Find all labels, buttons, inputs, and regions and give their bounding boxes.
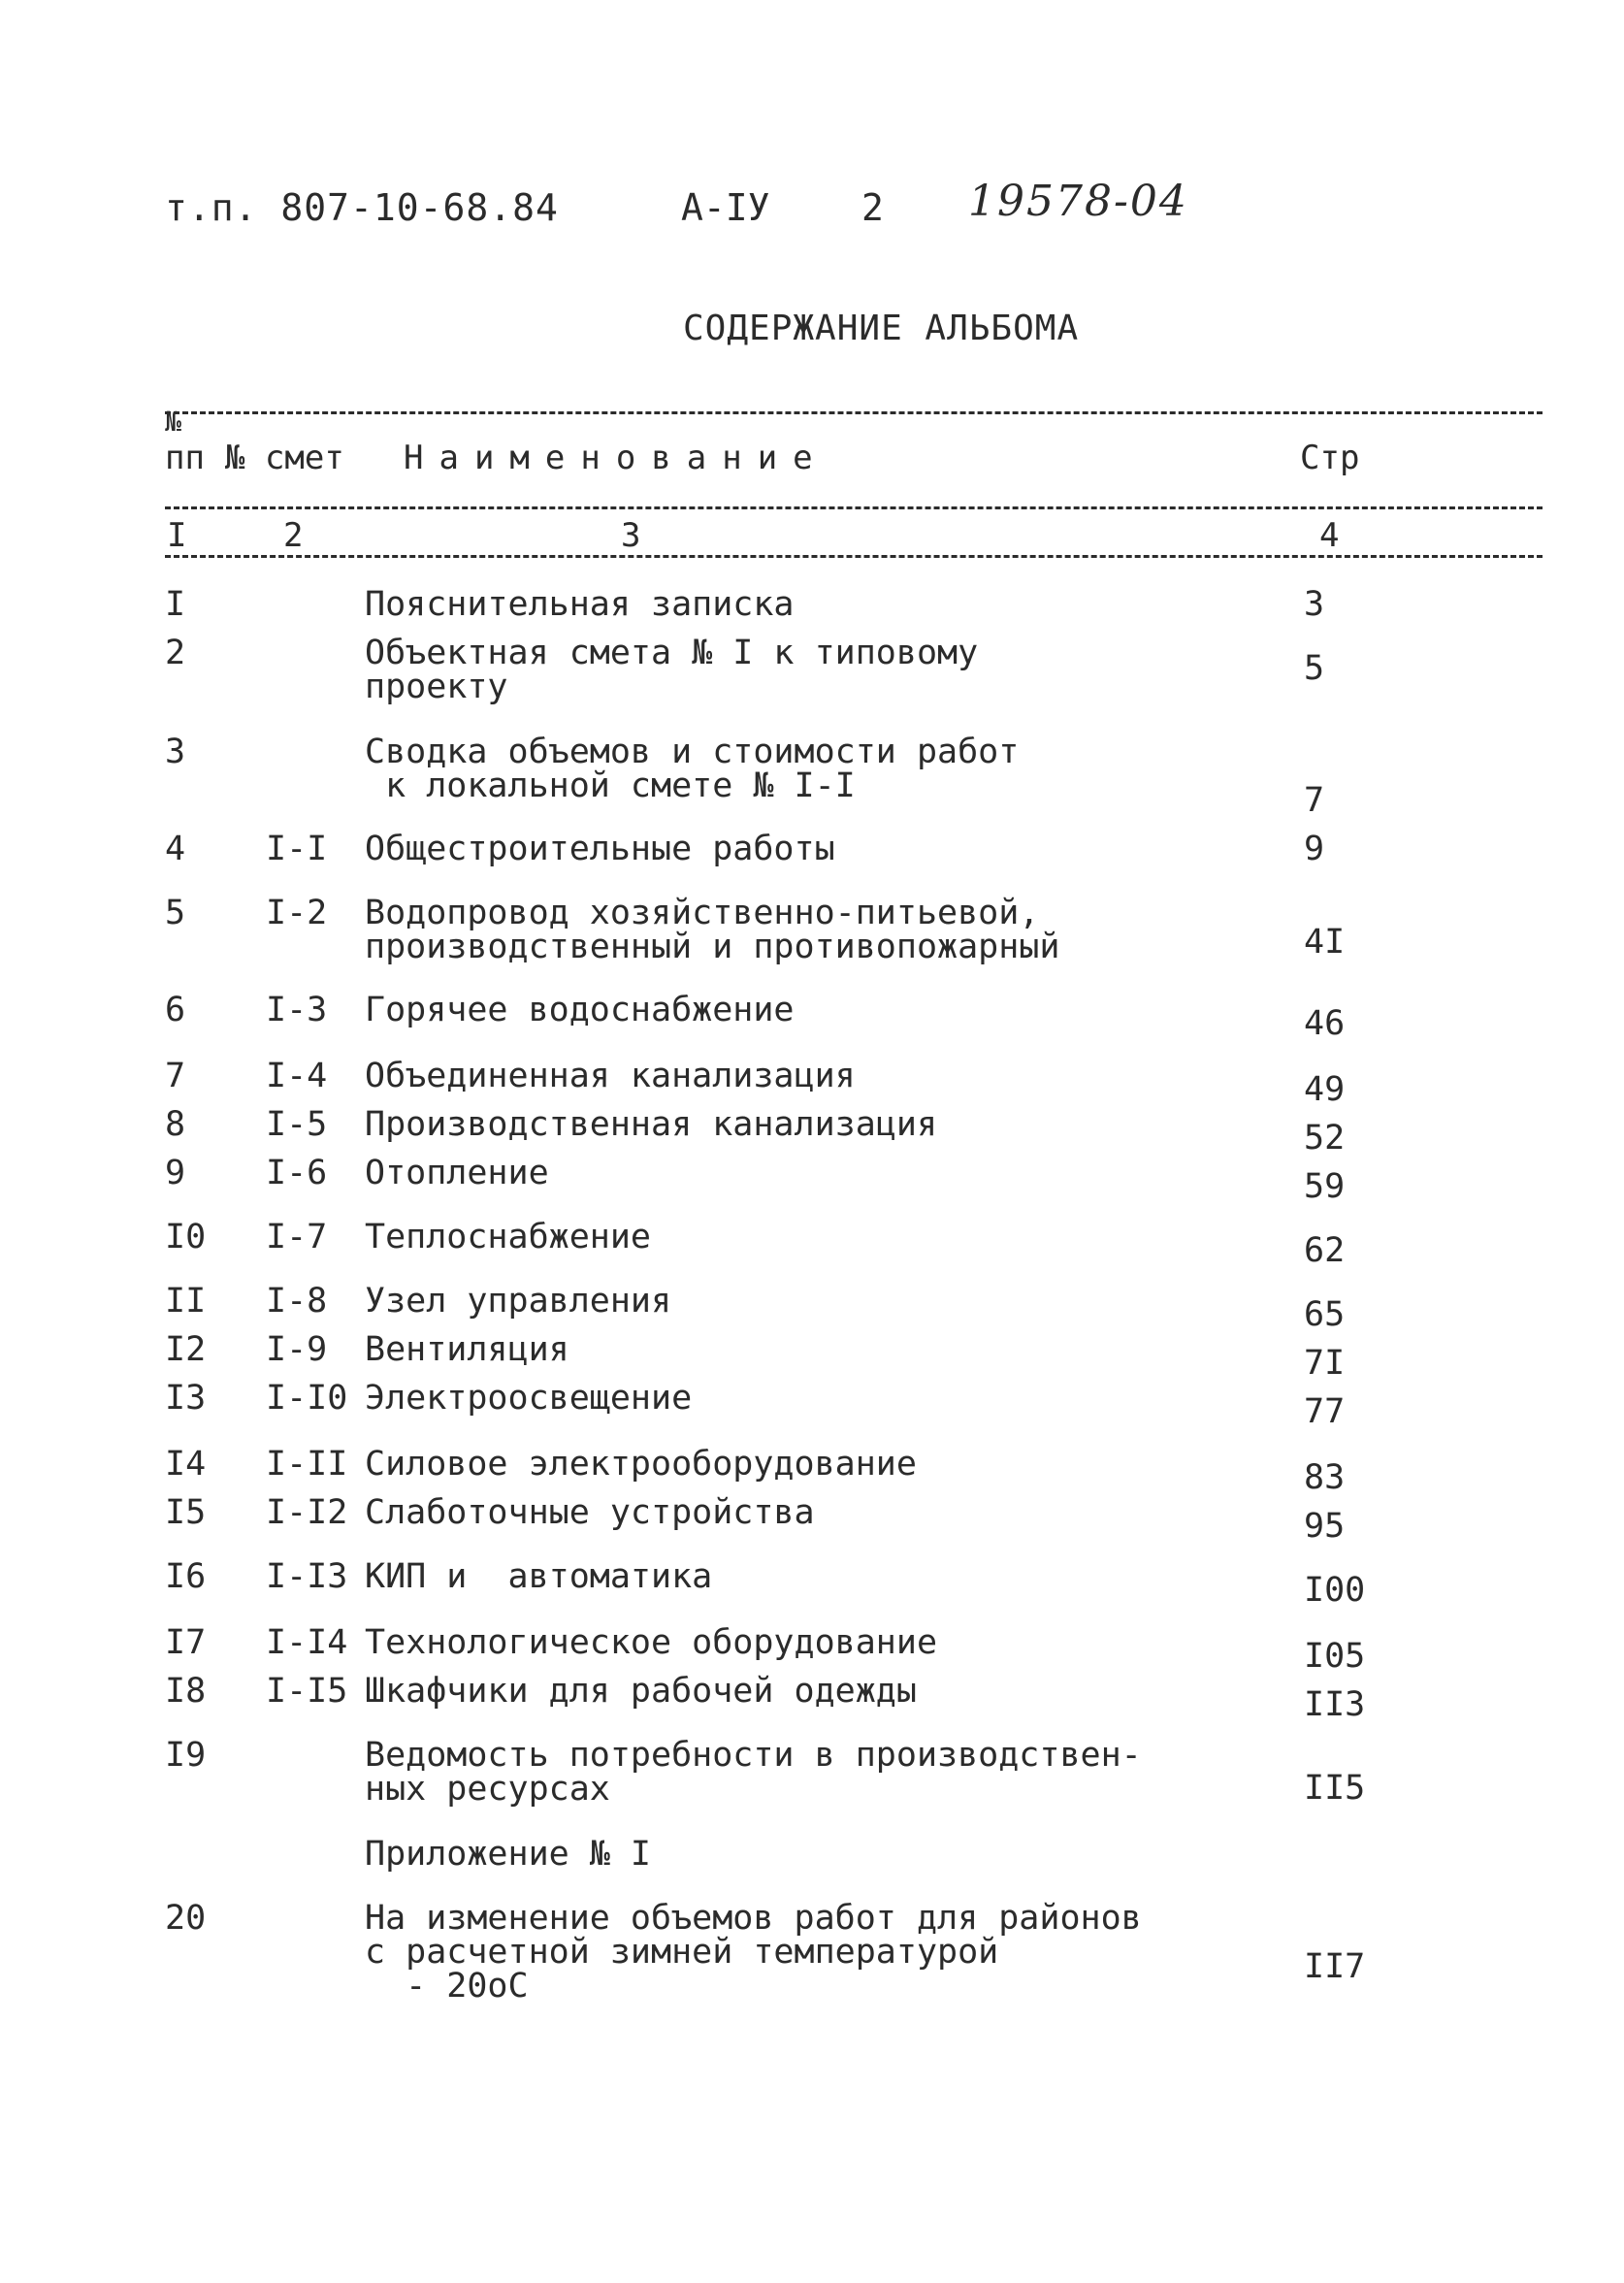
- col-name: Наименование: [404, 439, 828, 477]
- row-page: 83: [1304, 1458, 1346, 1497]
- row-number: 4: [165, 830, 186, 868]
- row-number: 2: [165, 634, 186, 672]
- row-name: Общестроительные работы: [365, 830, 835, 868]
- row-estimate: I-I4: [266, 1623, 348, 1662]
- row-page: 46: [1304, 1004, 1346, 1043]
- page-number: 2: [861, 186, 884, 229]
- row-page: II3: [1304, 1685, 1366, 1724]
- row-estimate: I-I: [266, 830, 328, 868]
- row-number: 8: [165, 1105, 186, 1144]
- album-sheet: А-IУ: [681, 186, 770, 229]
- row-number: II: [165, 1282, 207, 1321]
- row-page: 77: [1304, 1392, 1346, 1431]
- row-number: I4: [165, 1445, 207, 1484]
- row-name: Водопровод хозяйственно-питьевой, производственный и противопожарный: [365, 894, 1060, 966]
- col-number-1: I: [167, 516, 187, 555]
- row-page: 7I: [1304, 1344, 1346, 1383]
- header-divider-bottom: [165, 555, 1543, 558]
- row-number: I7: [165, 1623, 207, 1662]
- row-estimate: I-I0: [266, 1379, 348, 1418]
- row-estimate: I-2: [266, 894, 328, 932]
- row-name: На изменение объемов работ для районов с расчетной зимней температурой - 20оС: [365, 1899, 1142, 2006]
- row-page: 62: [1304, 1231, 1346, 1270]
- header-divider-middle: [165, 506, 1543, 509]
- page-title: СОДЕРЖАНИЕ АЛЬБОМА: [683, 309, 1080, 348]
- row-page: II5: [1304, 1769, 1366, 1808]
- row-number: I9: [165, 1736, 207, 1775]
- row-name: Объектная смета № I к типовому проекту: [365, 634, 979, 706]
- col-num-top: №: [165, 406, 181, 438]
- row-name: КИП и автоматика: [365, 1557, 713, 1596]
- row-estimate: I-5: [266, 1105, 328, 1144]
- row-name: Технологическое оборудование: [365, 1623, 938, 1662]
- row-estimate: I-II: [266, 1445, 348, 1484]
- row-number: I2: [165, 1330, 207, 1369]
- row-name: Производственная канализация: [365, 1105, 938, 1144]
- row-number: 5: [165, 894, 186, 932]
- row-page: 9: [1304, 830, 1325, 868]
- row-name: Отопление: [365, 1154, 549, 1192]
- row-number: 9: [165, 1154, 186, 1192]
- row-number: 20: [165, 1899, 207, 1938]
- row-page: I05: [1304, 1637, 1366, 1676]
- row-number: I6: [165, 1557, 207, 1596]
- row-page: 65: [1304, 1295, 1346, 1334]
- row-name: Приложение № I: [365, 1835, 652, 1874]
- row-estimate: I-3: [266, 991, 328, 1029]
- col-smet: № смет: [225, 439, 344, 477]
- row-page: 3: [1304, 585, 1325, 624]
- col-num: пп: [165, 439, 205, 477]
- row-number: 6: [165, 991, 186, 1029]
- row-number: I3: [165, 1379, 207, 1418]
- row-name: Объединенная канализация: [365, 1057, 856, 1095]
- row-page: 95: [1304, 1507, 1346, 1546]
- row-estimate: I-7: [266, 1218, 328, 1256]
- col-number-3: 3: [621, 516, 641, 555]
- col-number-4: 4: [1319, 516, 1340, 555]
- row-name: Слаботочные устройства: [365, 1493, 815, 1532]
- row-estimate: I-I5: [266, 1672, 348, 1711]
- row-name: Вентиляция: [365, 1330, 569, 1369]
- row-page: 4I: [1304, 923, 1346, 962]
- row-number: I5: [165, 1493, 207, 1532]
- row-estimate: I-9: [266, 1330, 328, 1369]
- row-name: Горячее водоснабжение: [365, 991, 795, 1029]
- row-name: Ведомость потребности в производствен- ных ресурсах: [365, 1736, 1142, 1809]
- col-number-2: 2: [283, 516, 304, 555]
- row-page: II7: [1304, 1947, 1366, 1986]
- row-name: Электроосвещение: [365, 1379, 693, 1418]
- row-name: Пояснительная записка: [365, 585, 795, 624]
- row-page: 7: [1304, 781, 1325, 820]
- row-name: Силовое электрооборудование: [365, 1445, 917, 1484]
- project-code: т.п. 807-10-68.84: [165, 186, 559, 229]
- row-number: I0: [165, 1218, 207, 1256]
- row-number: I8: [165, 1672, 207, 1711]
- handwritten-number: 19578-04: [968, 177, 1188, 226]
- row-estimate: I-I2: [266, 1493, 348, 1532]
- row-estimate: I-8: [266, 1282, 328, 1321]
- row-estimate: I-6: [266, 1154, 328, 1192]
- row-estimate: I-I3: [266, 1557, 348, 1596]
- row-name: Теплоснабжение: [365, 1218, 652, 1256]
- row-estimate: I-4: [266, 1057, 328, 1095]
- col-page: Стр: [1300, 439, 1360, 477]
- header-divider-top: [165, 411, 1543, 414]
- row-name: Узел управления: [365, 1282, 672, 1321]
- row-number: I: [165, 585, 186, 624]
- row-name: Сводка объемов и стоимости работ к локальной смете № I-I: [365, 733, 1020, 805]
- row-number: 3: [165, 733, 186, 771]
- row-page: 59: [1304, 1167, 1346, 1206]
- row-number: 7: [165, 1057, 186, 1095]
- row-page: I00: [1304, 1571, 1366, 1610]
- row-page: 5: [1304, 649, 1325, 688]
- row-name: Шкафчики для рабочей одежды: [365, 1672, 917, 1711]
- row-page: 49: [1304, 1070, 1346, 1109]
- row-page: 52: [1304, 1119, 1346, 1158]
